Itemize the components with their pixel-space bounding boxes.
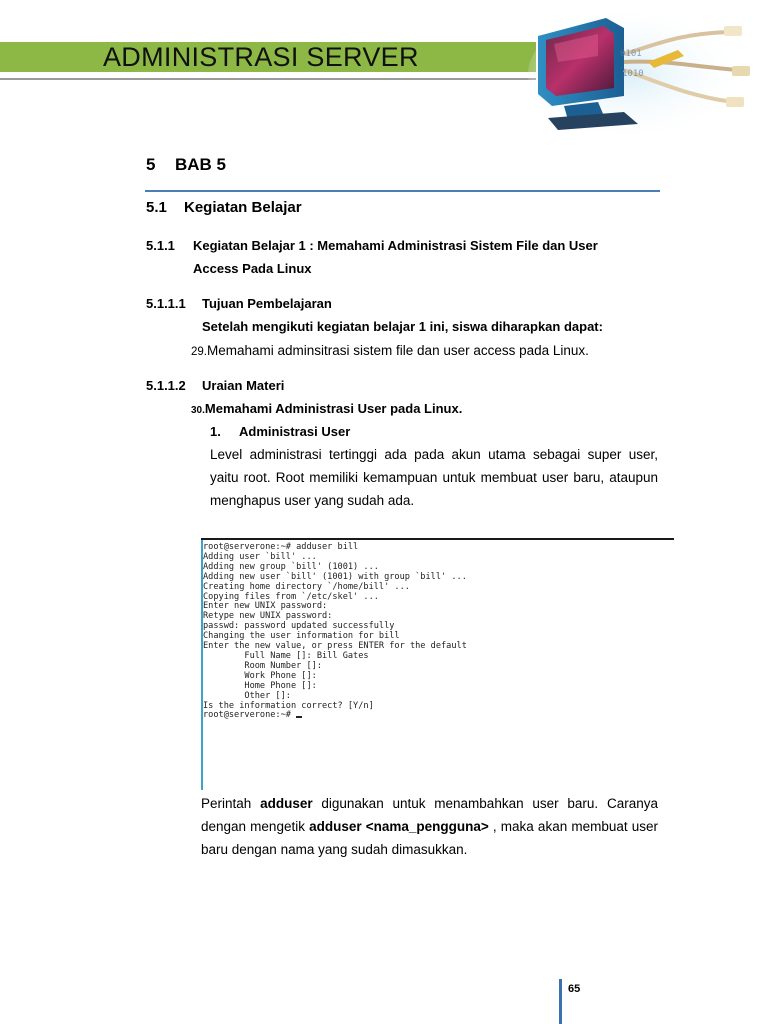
computer-monitor-with-cables-icon — [528, 4, 768, 138]
tujuan-intro: Setelah mengikuti kegiatan belajar 1 ini, siswa diharapkan dapat: — [202, 319, 603, 334]
uraian-sub-number: 1. — [210, 424, 221, 439]
closing-text-1: Perintah — [201, 796, 261, 811]
page-header-title: ADMINISTRASI SERVER — [103, 42, 419, 72]
terminal-line: Home Phone []: — [203, 680, 317, 691]
subsection-title-line1: Kegiatan Belajar 1 : Memahami Administrasi Sistem File dan User — [193, 238, 598, 253]
terminal-line: passwd: password updated successfully — [203, 621, 395, 632]
svg-text:0101: 0101 — [620, 49, 642, 59]
terminal-line: Work Phone []: — [203, 670, 317, 681]
terminal-line: Full Name []: Bill Gates — [203, 650, 369, 661]
chapter-title: BAB 5 — [175, 155, 227, 174]
closing-text-3: , maka akan membuat user baru dengan nama yang sudah dimasukkan. — [201, 819, 659, 857]
subsection-title — [193, 234, 663, 280]
terminal-line: root@serverone:~# adduser bill — [203, 542, 359, 552]
terminal-line: Adding new group `bill' (1001) ... — [203, 561, 379, 572]
terminal-cursor — [296, 716, 302, 718]
uraian-item — [191, 397, 462, 422]
terminal-line: root@serverone:~# — [203, 711, 467, 721]
terminal-line: Is the information correct? [Y/n] — [203, 700, 374, 711]
svg-text:1010: 1010 — [622, 69, 644, 79]
terminal-line: Room Number []: — [203, 660, 322, 671]
terminal-line: Creating home directory `/home/bill' ... — [203, 581, 410, 592]
terminal-line: Copying files from `/etc/skel' ... — [203, 591, 379, 602]
terminal-line: Changing the user information for bill — [203, 631, 400, 642]
terminal-line: Enter the new value, or press ENTER for the default — [203, 641, 467, 652]
uraian-sub-heading — [210, 420, 350, 443]
section-number: 5.1 — [146, 199, 167, 216]
terminal-line: Other []: — [203, 690, 291, 701]
tujuan-number: 5.1.1.1 — [146, 296, 186, 311]
terminal-line: Adding new user `bill' (1001) with group `bill' ... — [203, 571, 467, 582]
tujuan-title: Tujuan Pembelajaran — [202, 296, 332, 311]
tujuan-item — [191, 339, 589, 364]
header-divider — [0, 78, 536, 80]
tujuan-item-number: 29. — [191, 346, 207, 358]
closing-text-2: digunakan untuk menambahkan user baru. Caranya dengan mengetik — [201, 796, 658, 834]
section-heading — [146, 199, 302, 216]
section-title: Kegiatan Belajar — [184, 199, 302, 216]
uraian-sub-title: Administrasi User — [239, 424, 351, 439]
chapter-number: 5 — [146, 155, 156, 174]
adduser-syntax: adduser <nama_pengguna> — [309, 819, 489, 834]
uraian-body: Level administrasi tertinggi ada pada akun utama sebagai super user, yaitu root. Root memiliki kemampuan untuk membuat user baru, ataupun menghapus user yang sudah ada. — [210, 447, 658, 508]
uraian-title: Uraian Materi — [202, 378, 285, 393]
terminal-line: Enter new UNIX password: — [203, 601, 328, 612]
uraian-number: 5.1.1.2 — [146, 378, 186, 393]
page-number-rule — [559, 979, 562, 1024]
subsection-title-line2: Access Pada Linux — [193, 261, 312, 276]
uraian-item-text: Memahami Administrasi User pada Linux. — [204, 401, 463, 416]
tujuan-item-text: Memahami adminsitrasi sistem file dan user access pada Linux. — [207, 343, 589, 358]
uraian-item-number: 30. — [191, 405, 205, 416]
page-number: 65 — [568, 983, 581, 995]
chapter-divider — [145, 190, 660, 192]
terminal-line: Adding user `bill' ... — [203, 551, 317, 562]
terminal-line: Retype new UNIX password: — [203, 611, 333, 622]
subsection-number: 5.1.1 — [146, 238, 175, 253]
terminal-output — [203, 543, 467, 721]
terminal-top-border — [201, 538, 674, 540]
closing-paragraph — [201, 792, 658, 861]
chapter-heading — [146, 155, 226, 175]
adduser-command: adduser — [260, 796, 313, 811]
